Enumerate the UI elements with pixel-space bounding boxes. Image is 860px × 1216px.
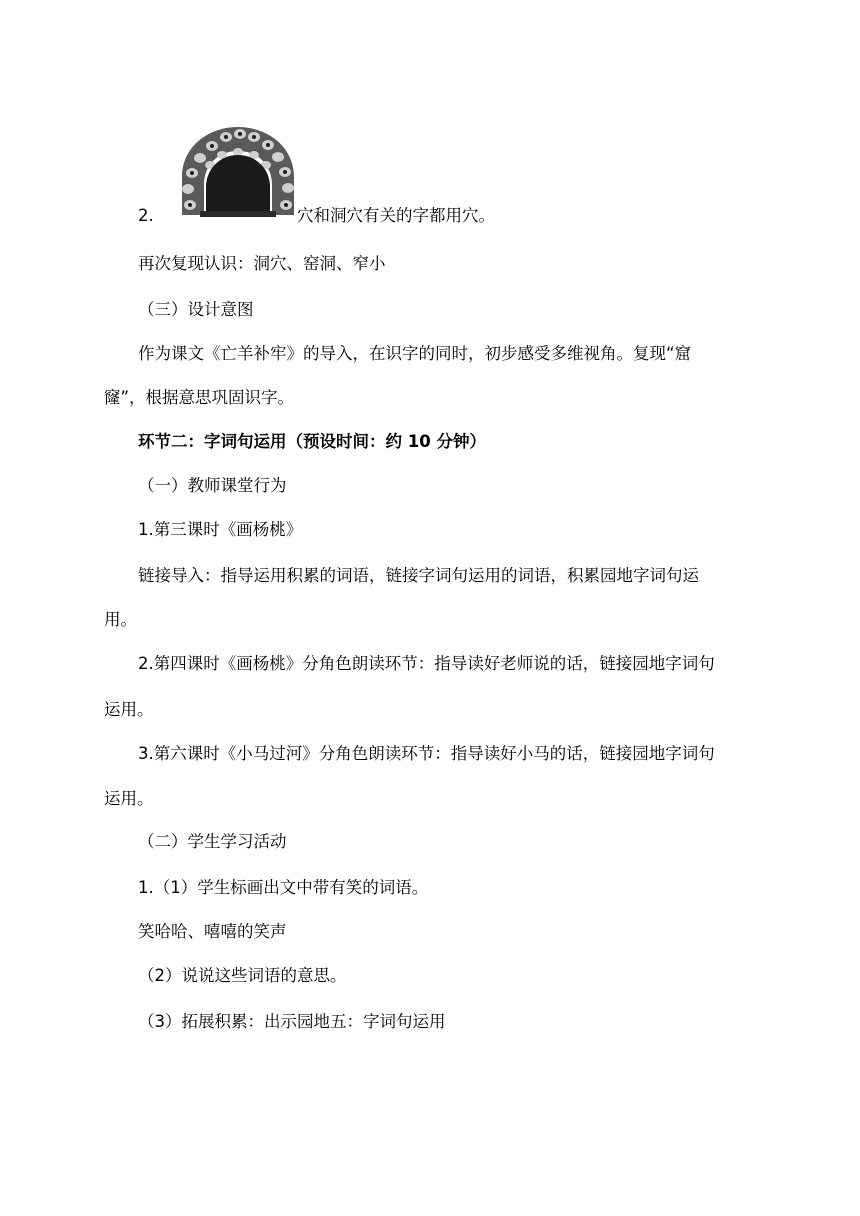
- cave-arch-image: [180, 125, 296, 217]
- bold-heading: 环节二：字词句运用（预设时间：约 10 分钟）: [138, 432, 486, 451]
- item-2-number: 2.: [138, 206, 154, 225]
- paragraph-line: 3.第六课时《小马过河》分角色朗读环节：指导读好小马的话，链接园地字词句: [138, 744, 715, 763]
- section-heading: （一）教师课堂行为: [138, 476, 287, 495]
- paragraph-line: （2）说说这些词语的意思。: [138, 966, 347, 985]
- section-heading: （三）设计意图: [138, 300, 254, 319]
- paragraph-line: 1.第三课时《画杨桃》: [138, 520, 303, 539]
- paragraph-line: 1.（1）学生标画出文中带有笑的词语。: [138, 878, 429, 897]
- section-heading: （二）学生学习活动: [138, 832, 287, 851]
- paragraph-line: （3）拓展积累：出示园地五：字词句运用: [138, 1012, 446, 1031]
- paragraph-line: 再次复现认识：洞穴、窑洞、窄小: [138, 254, 386, 273]
- paragraph-line: 用。: [104, 610, 137, 629]
- paragraph-line: 2.第四课时《画杨桃》分角色朗读环节：指导读好老师说的话，链接园地字词句: [138, 654, 715, 673]
- paragraph-line: 运用。: [104, 789, 154, 808]
- paragraph-line: 窿”，根据意思巩固识字。: [104, 388, 295, 407]
- item-2-text: 穴和洞穴有关的字都用穴。: [297, 206, 495, 225]
- paragraph-line: 作为课文《亡羊补牢》的导入，在识字的同时，初步感受多维视角。复现“窟: [138, 344, 692, 363]
- paragraph-line: 运用。: [104, 700, 154, 719]
- paragraph-line: 链接导入：指导运用积累的词语，链接字词句运用的词语，积累园地字词句运: [138, 566, 699, 585]
- paragraph-line: 笑哈哈、嘻嘻的笑声: [138, 922, 287, 941]
